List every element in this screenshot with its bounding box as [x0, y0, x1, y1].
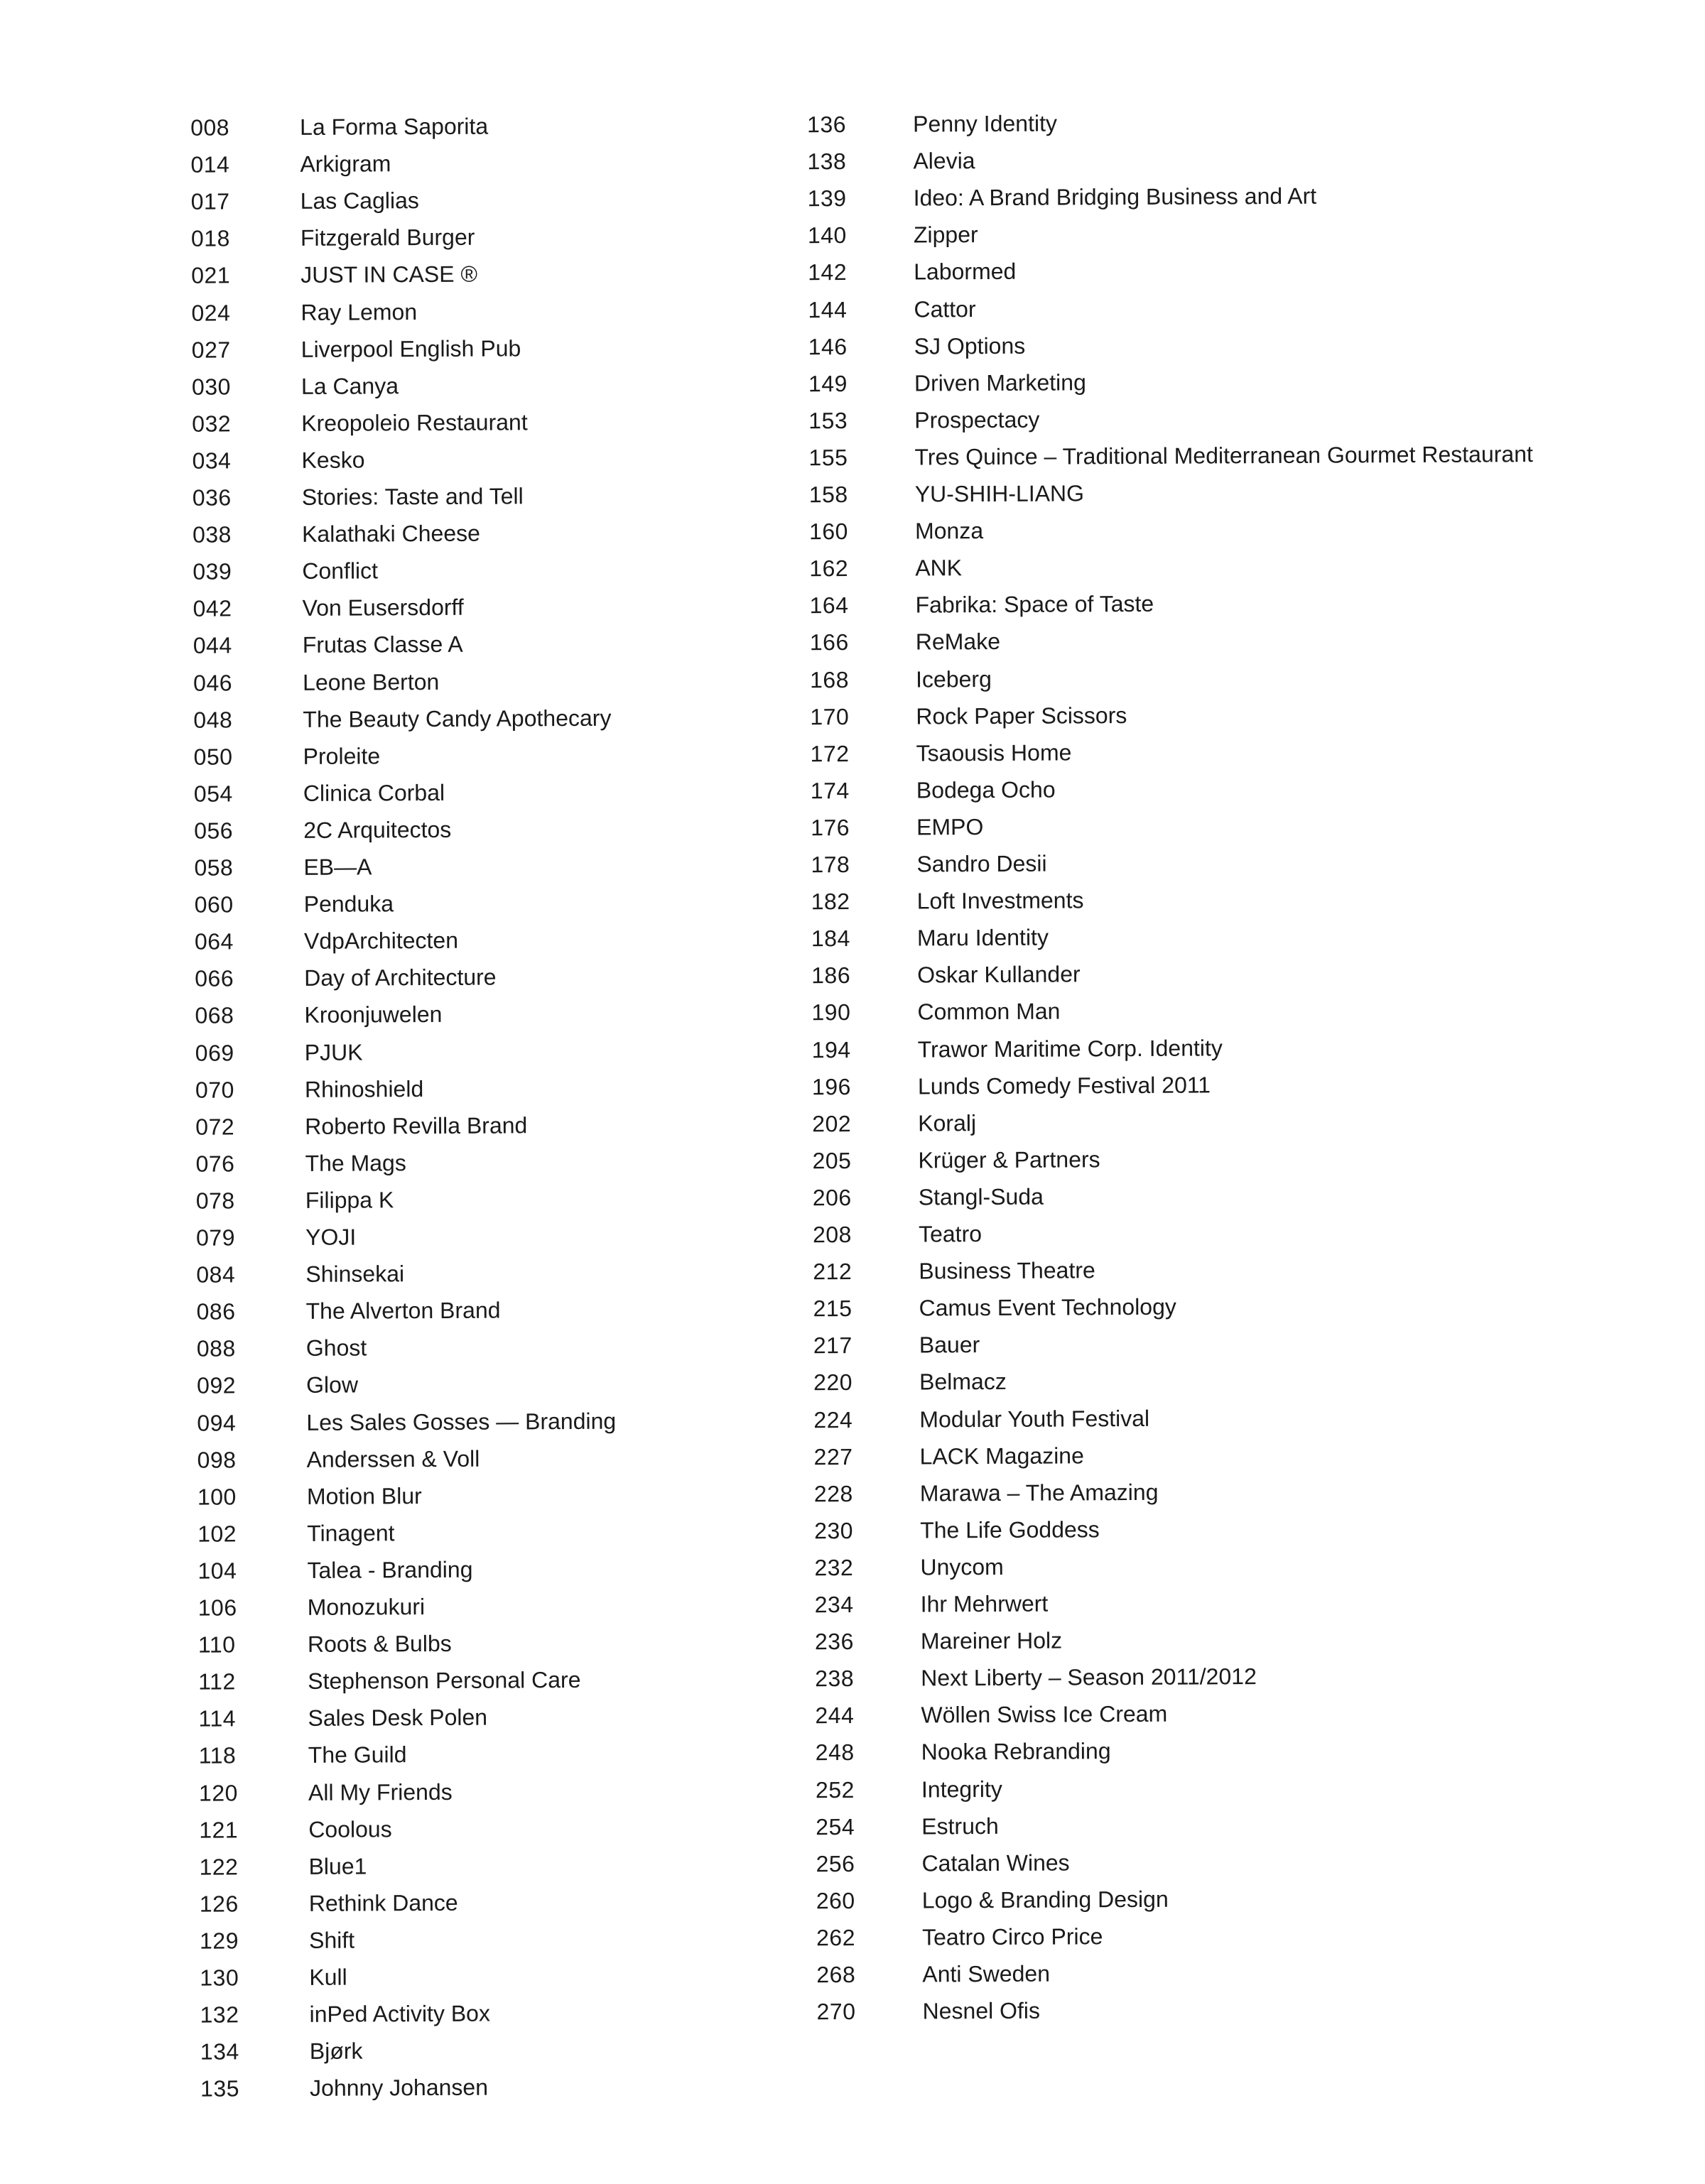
entry-page-number: 044 — [193, 627, 232, 664]
entry-title: Anti Sweden — [922, 1955, 1050, 1993]
entry-title: Stephenson Personal Care — [308, 1661, 581, 1700]
entry-title: Les Sales Gosses — Branding — [306, 1402, 616, 1440]
entry-title: Ghost — [306, 1330, 367, 1367]
entry-page-number: 102 — [197, 1515, 237, 1552]
entry-title: Ihr Mehrwert — [921, 1585, 1049, 1623]
entry-title: Sandro Desii — [916, 845, 1046, 883]
entry-page-number: 248 — [816, 1734, 855, 1771]
entry-page-number: 262 — [816, 1919, 855, 1956]
entry-title: La Canya — [301, 367, 399, 405]
entry-title: La Forma Saporita — [300, 108, 488, 146]
entry-page-number: 038 — [193, 516, 232, 553]
entry-page-number: 032 — [192, 405, 231, 442]
entry-title: Day of Architecture — [304, 959, 497, 996]
entry-title: Conflict — [302, 553, 378, 590]
entry-page-number: 088 — [197, 1330, 236, 1367]
entry-title: Tsaousis Home — [916, 734, 1071, 771]
entry-page-number: 079 — [196, 1219, 235, 1256]
entry-page-number: 232 — [814, 1549, 853, 1586]
entry-page-number: 217 — [813, 1327, 852, 1364]
entry-title: Proleite — [303, 737, 380, 775]
entry-title: LACK Magazine — [919, 1437, 1083, 1474]
entry-page-number: 042 — [193, 590, 232, 627]
entry-title: Sales Desk Polen — [308, 1699, 487, 1737]
entry-title: Business Theatre — [919, 1251, 1095, 1289]
entry-page-number: 170 — [810, 698, 849, 735]
entry-title: The Beauty Candy Apothecary — [303, 699, 611, 737]
entry-title: Teatro Circo Price — [922, 1918, 1103, 1955]
entry-title: Tres Quince – Traditional Mediterranean Gourmet Restaurant — [914, 435, 1533, 475]
entry-title: Shinsekai — [305, 1255, 404, 1293]
entry-page-number: 058 — [194, 849, 233, 886]
entry-page-number: 092 — [197, 1367, 236, 1404]
entry-page-number: 139 — [808, 180, 847, 217]
entry-page-number: 194 — [812, 1031, 851, 1068]
entry-page-number: 106 — [198, 1589, 237, 1626]
entry-title: Wöllen Swiss Ice Cream — [921, 1695, 1167, 1734]
entry-title: Mareiner Holz — [921, 1622, 1062, 1660]
entry-page-number: 212 — [813, 1253, 852, 1290]
entry-page-number: 206 — [813, 1179, 852, 1216]
entry-title: The Guild — [308, 1737, 407, 1774]
entry-title: Bjørk — [310, 2033, 363, 2070]
entry-title: Anderssen & Voll — [306, 1440, 480, 1477]
entry-title: Stangl-Suda — [919, 1178, 1044, 1216]
entry-title: Nooka Rebranding — [921, 1733, 1111, 1771]
entry-page-number: 027 — [192, 331, 231, 368]
entry-page-number: 190 — [811, 994, 850, 1031]
entry-title: Fabrika: Space of Taste — [915, 585, 1154, 624]
entry-title: Clinica Corbal — [303, 774, 445, 812]
entry-page-number: 126 — [200, 1885, 239, 1922]
entry-page-number: 224 — [813, 1401, 852, 1438]
entry-page-number: 129 — [200, 1922, 239, 1959]
entry-title: Oskar Kullander — [917, 956, 1081, 994]
entry-title: inPed Activity Box — [309, 1995, 490, 2033]
entry-page-number: 014 — [190, 146, 229, 183]
entry-page-number: 238 — [815, 1660, 854, 1697]
entry-title: Logo & Branding Design — [922, 1881, 1169, 1919]
entry-page-number: 084 — [196, 1256, 235, 1293]
entry-page-number: 178 — [811, 846, 850, 883]
entry-page-number: 186 — [811, 957, 850, 994]
entry-page-number: 228 — [814, 1475, 853, 1512]
entry-page-number: 030 — [192, 368, 231, 405]
entry-title: Rethink Dance — [309, 1884, 458, 1922]
entry-title: Kroonjuwelen — [304, 996, 442, 1033]
entry-title: Talea - Branding — [307, 1551, 472, 1589]
entry-page-number: 184 — [811, 920, 850, 957]
contents-column-left — [190, 0, 971, 4]
entry-page-number: 230 — [814, 1512, 853, 1549]
entry-title: Zipper — [914, 216, 978, 253]
entry-title: VdpArchitecten — [304, 922, 458, 960]
entry-title: Iceberg — [916, 661, 992, 698]
entry-page-number: 100 — [197, 1478, 237, 1515]
entry-page-number: 076 — [195, 1145, 234, 1182]
entry-page-number: 208 — [813, 1216, 852, 1253]
entry-page-number: 254 — [816, 1808, 855, 1845]
entry-page-number: 112 — [198, 1663, 236, 1700]
entry-page-number: 149 — [808, 365, 848, 402]
entry-title: Roots & Bulbs — [308, 1625, 452, 1663]
entry-page-number: 072 — [195, 1108, 234, 1145]
entry-title: Rock Paper Scissors — [916, 697, 1127, 735]
entry-page-number: 196 — [812, 1068, 851, 1105]
entry-title: Kreopoleio Restaurant — [301, 403, 528, 442]
entry-page-number: 270 — [816, 1993, 855, 2030]
entry-page-number: 121 — [199, 1811, 238, 1848]
entry-page-number: 056 — [194, 812, 233, 849]
entry-title: Estruch — [921, 1808, 999, 1845]
entry-page-number: 008 — [190, 109, 229, 146]
entry-page-number: 164 — [809, 587, 848, 624]
entry-page-number: 120 — [199, 1774, 238, 1811]
entry-page-number: 144 — [808, 291, 847, 328]
entry-title: Fitzgerald Burger — [301, 219, 475, 256]
entry-title: Kull — [309, 1959, 347, 1996]
entry-page-number: 176 — [811, 809, 850, 846]
entry-page-number: 098 — [197, 1441, 236, 1478]
entry-title: Loft Investments — [917, 881, 1084, 919]
entry-title: Von Eusersdorff — [302, 589, 463, 626]
entry-page-number: 046 — [193, 664, 232, 701]
entry-title: 2C Arquitectos — [303, 811, 451, 849]
entry-title: Alevia — [913, 142, 975, 179]
entry-page-number: 024 — [191, 294, 230, 331]
entry-page-number: 134 — [200, 2033, 239, 2070]
entry-page-number: 168 — [810, 661, 849, 698]
entry-title: Kesko — [301, 441, 364, 478]
entry-page-number: 066 — [195, 960, 234, 997]
entry-page-number: 146 — [808, 328, 848, 365]
entry-title: The Mags — [305, 1144, 406, 1182]
entry-page-number: 153 — [808, 402, 848, 439]
entry-page-number: 136 — [807, 106, 846, 143]
entry-title: Roberto Revilla Brand — [305, 1107, 527, 1145]
entry-page-number: 202 — [812, 1105, 851, 1142]
entry-title: Johnny Johansen — [310, 2069, 488, 2107]
entry-title: Marawa – The Amazing — [920, 1474, 1159, 1512]
entry-page-number: 021 — [191, 257, 230, 294]
entry-page-number: 118 — [199, 1737, 237, 1774]
entry-title: Monza — [915, 512, 983, 549]
entry-title: Kalathaki Cheese — [302, 515, 480, 553]
entry-title: Leone Berton — [303, 663, 439, 700]
entry-title: Rhinoshield — [305, 1070, 423, 1108]
entry-page-number: 078 — [196, 1182, 235, 1219]
entry-page-number: 260 — [816, 1882, 855, 1919]
entry-title: Frutas Classe A — [303, 626, 463, 663]
entry-page-number: 155 — [808, 439, 848, 476]
entry-page-number: 069 — [195, 1034, 234, 1071]
entry-title: Next Liberty – Season 2011/2012 — [921, 1658, 1257, 1696]
entry-title: Bauer — [919, 1326, 980, 1363]
entry-page-number: 122 — [199, 1848, 238, 1885]
entry-title: Lunds Comedy Festival 2011 — [918, 1066, 1211, 1104]
entry-title: Blue1 — [308, 1847, 367, 1884]
entry-title: ANK — [915, 549, 962, 586]
entry-page-number: 215 — [813, 1290, 852, 1327]
entry-title: Ray Lemon — [301, 293, 417, 331]
entry-page-number: 054 — [194, 775, 233, 812]
entry-title: Unycom — [920, 1548, 1004, 1586]
entry-title: ReMake — [916, 623, 1000, 661]
entry-page-number: 086 — [196, 1293, 235, 1330]
entry-title: Koralj — [918, 1104, 976, 1141]
entry-title: The Alverton Brand — [305, 1292, 500, 1330]
entry-title: Teatro — [919, 1215, 982, 1252]
entry-title: EMPO — [916, 808, 983, 845]
entry-title: Maru Identity — [917, 919, 1049, 957]
entry-page-number: 050 — [193, 738, 232, 775]
entry-page-number: 140 — [808, 217, 847, 254]
entry-title: Ideo: A Brand Bridging Business and Art — [914, 178, 1317, 217]
entry-page-number: 048 — [193, 701, 232, 738]
entry-page-number: 017 — [191, 183, 230, 220]
entry-title: Filippa K — [305, 1181, 394, 1219]
entry-page-number: 094 — [197, 1404, 236, 1441]
entry-page-number: 130 — [200, 1959, 239, 1996]
entry-page-number: 070 — [195, 1071, 234, 1108]
entry-title: JUST IN CASE ® — [301, 256, 477, 293]
entry-page-number: 236 — [815, 1623, 854, 1660]
entry-page-number: 160 — [809, 513, 848, 550]
entry-page-number: 244 — [815, 1697, 854, 1734]
entry-title: Monozukuri — [308, 1588, 426, 1626]
entry-page-number: 060 — [195, 886, 234, 923]
entry-title: Belmacz — [919, 1363, 1007, 1401]
entry-title: Trawor Maritime Corp. Identity — [918, 1029, 1223, 1067]
entry-title: Krüger & Partners — [918, 1141, 1100, 1178]
entry-page-number: 182 — [811, 883, 850, 920]
entry-page-number: 018 — [191, 220, 230, 257]
entry-page-number: 174 — [811, 772, 850, 809]
entry-page-number: 135 — [200, 2070, 239, 2107]
entry-title: Nesnel Ofis — [922, 1992, 1040, 2030]
entry-title: The Life Goddess — [920, 1511, 1100, 1548]
entry-title: Bodega Ocho — [916, 771, 1056, 808]
entry-page-number: 036 — [193, 479, 232, 516]
entry-page-number: 034 — [192, 442, 231, 479]
entry-title: Labormed — [914, 253, 1016, 290]
entry-title: Common Man — [917, 993, 1060, 1031]
entry-page-number: 166 — [810, 624, 849, 661]
entry-title: Cattor — [914, 290, 975, 327]
entry-title: PJUK — [305, 1033, 363, 1070]
entry-title: Modular Youth Festival — [919, 1399, 1149, 1438]
entry-page-number: 064 — [195, 923, 234, 960]
entry-title: Shift — [309, 1921, 354, 1958]
entry-title: Driven Marketing — [914, 364, 1086, 401]
entry-title: SJ Options — [914, 327, 1026, 364]
entry-page-number: 220 — [813, 1364, 852, 1401]
entry-page-number: 039 — [193, 553, 232, 590]
entry-title: YOJI — [305, 1219, 356, 1256]
entry-page-number: 104 — [197, 1552, 237, 1589]
entry-page-number: 138 — [807, 143, 846, 180]
entry-page-number: 256 — [816, 1845, 855, 1882]
entry-page-number: 205 — [812, 1142, 851, 1179]
entry-page-number: 068 — [195, 997, 234, 1034]
entry-page-number: 162 — [809, 550, 848, 587]
entry-page-number: 234 — [815, 1586, 854, 1623]
entry-title: Catalan Wines — [921, 1844, 1069, 1881]
entry-title: YU-SHIH-LIANG — [915, 474, 1085, 512]
entry-title: Stories: Taste and Tell — [302, 477, 524, 516]
entry-title: Tinagent — [307, 1514, 395, 1552]
entry-title: Liverpool English Pub — [301, 330, 521, 368]
entry-page-number: 268 — [816, 1956, 855, 1993]
entry-title: Glow — [306, 1367, 358, 1403]
entry-title: Camus Event Technology — [919, 1288, 1176, 1327]
entry-title: All My Friends — [308, 1773, 453, 1810]
entry-title: Penny Identity — [913, 105, 1057, 143]
entry-page-number: 142 — [808, 254, 847, 290]
entry-title: Las Caglias — [301, 182, 419, 219]
entry-title: EB—A — [303, 848, 372, 885]
entry-title: Motion Blur — [307, 1477, 422, 1515]
entry-title: Prospectacy — [914, 401, 1039, 438]
entry-page-number: 227 — [813, 1438, 852, 1475]
entry-title: Penduka — [304, 885, 394, 923]
entry-page-number: 172 — [810, 735, 849, 772]
entry-page-number: 114 — [198, 1700, 236, 1737]
entry-page-number: 158 — [809, 476, 848, 513]
entry-page-number: 132 — [200, 1996, 239, 2033]
entry-title: Coolous — [308, 1810, 392, 1848]
entry-title: Arkigram — [300, 145, 391, 183]
entry-page-number: 252 — [816, 1771, 855, 1808]
entry-title: Integrity — [921, 1770, 1002, 1808]
entry-page-number: 110 — [198, 1626, 236, 1663]
